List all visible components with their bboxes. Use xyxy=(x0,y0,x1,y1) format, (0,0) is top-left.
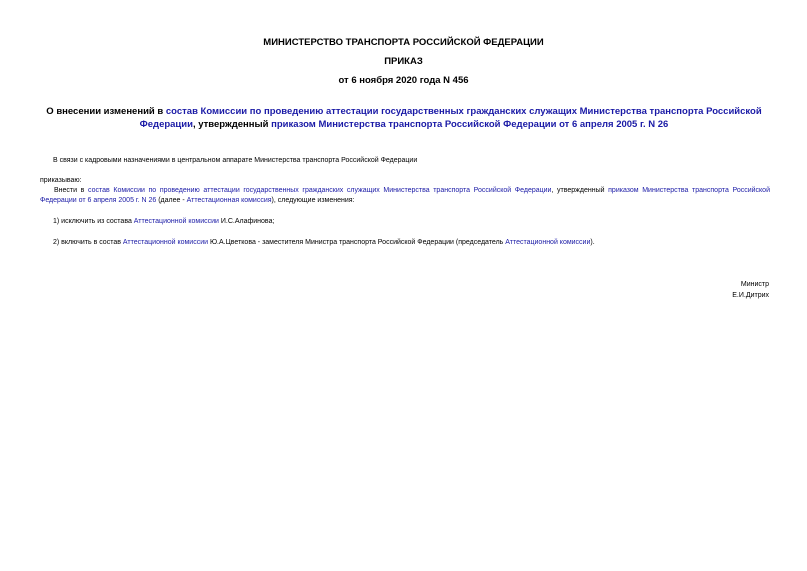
item2-text-3: ). xyxy=(590,239,595,246)
main-paragraph xyxy=(40,186,770,206)
document-title xyxy=(36,105,772,131)
main-text-1: Внести в xyxy=(54,187,89,194)
item1-commission-link[interactable]: Аттестационной комиссии xyxy=(133,218,219,225)
item2-text-1: 2) включить в состав xyxy=(53,239,123,246)
attestation-commission-link[interactable]: Аттестационная комиссия xyxy=(186,197,272,204)
item-2 xyxy=(53,238,773,248)
main-order-link[interactable]: приказом Министерства транспорта Российской Федерации от 6 апреля 2005 г. N 26 xyxy=(40,187,770,204)
item2-commission-link-2[interactable]: Аттестационной комиссии xyxy=(505,239,591,246)
item1-text-1: 1) исключить из состава xyxy=(53,218,134,225)
main-text-4: ), следующие изменения: xyxy=(271,197,355,204)
title-text-1: О внесении изменений в xyxy=(46,106,166,117)
signature-position: Министр xyxy=(740,281,769,288)
intro-paragraph: В связи с кадровыми назначениями в центральном аппарате Министерства транспорта Российской Федерации xyxy=(53,157,418,164)
commission-composition-link[interactable]: состав Комиссии по проведению аттестации государственных гражданских служащих Министерства транспорта Российской Федерации xyxy=(139,106,762,130)
signature-name: Е.И.Дитрих xyxy=(732,292,769,299)
order-2005-link[interactable]: приказом Министерства транспорта Российской Федерации от 6 апреля 2005 г. N 26 xyxy=(271,119,669,130)
main-text-2: , утвержденный xyxy=(551,187,609,194)
main-text-3: (далее - xyxy=(156,197,187,204)
ministry-heading: МИНИСТЕРСТВО ТРАНСПОРТА РОССИЙСКОЙ ФЕДЕРАЦИИ xyxy=(263,37,544,48)
document-type-heading: ПРИКАЗ xyxy=(384,56,423,67)
title-text-2: , утвержденный xyxy=(192,119,272,130)
item2-text-2: Ю.А.Цветкова - заместителя Министра транспорта Российской Федерации (председатель xyxy=(208,239,506,246)
item1-text-2: И.С.Алафинова; xyxy=(218,218,275,225)
main-commission-link[interactable]: состав Комиссии по проведению аттестации государственных гражданских служащих Министерства транспорта Российской Федерации xyxy=(88,187,552,194)
order-word: приказываю: xyxy=(40,177,82,184)
item-1 xyxy=(53,217,753,227)
date-number-heading: от 6 ноября 2020 года N 456 xyxy=(338,75,469,86)
item2-commission-link-1[interactable]: Аттестационной комиссии xyxy=(122,239,209,246)
